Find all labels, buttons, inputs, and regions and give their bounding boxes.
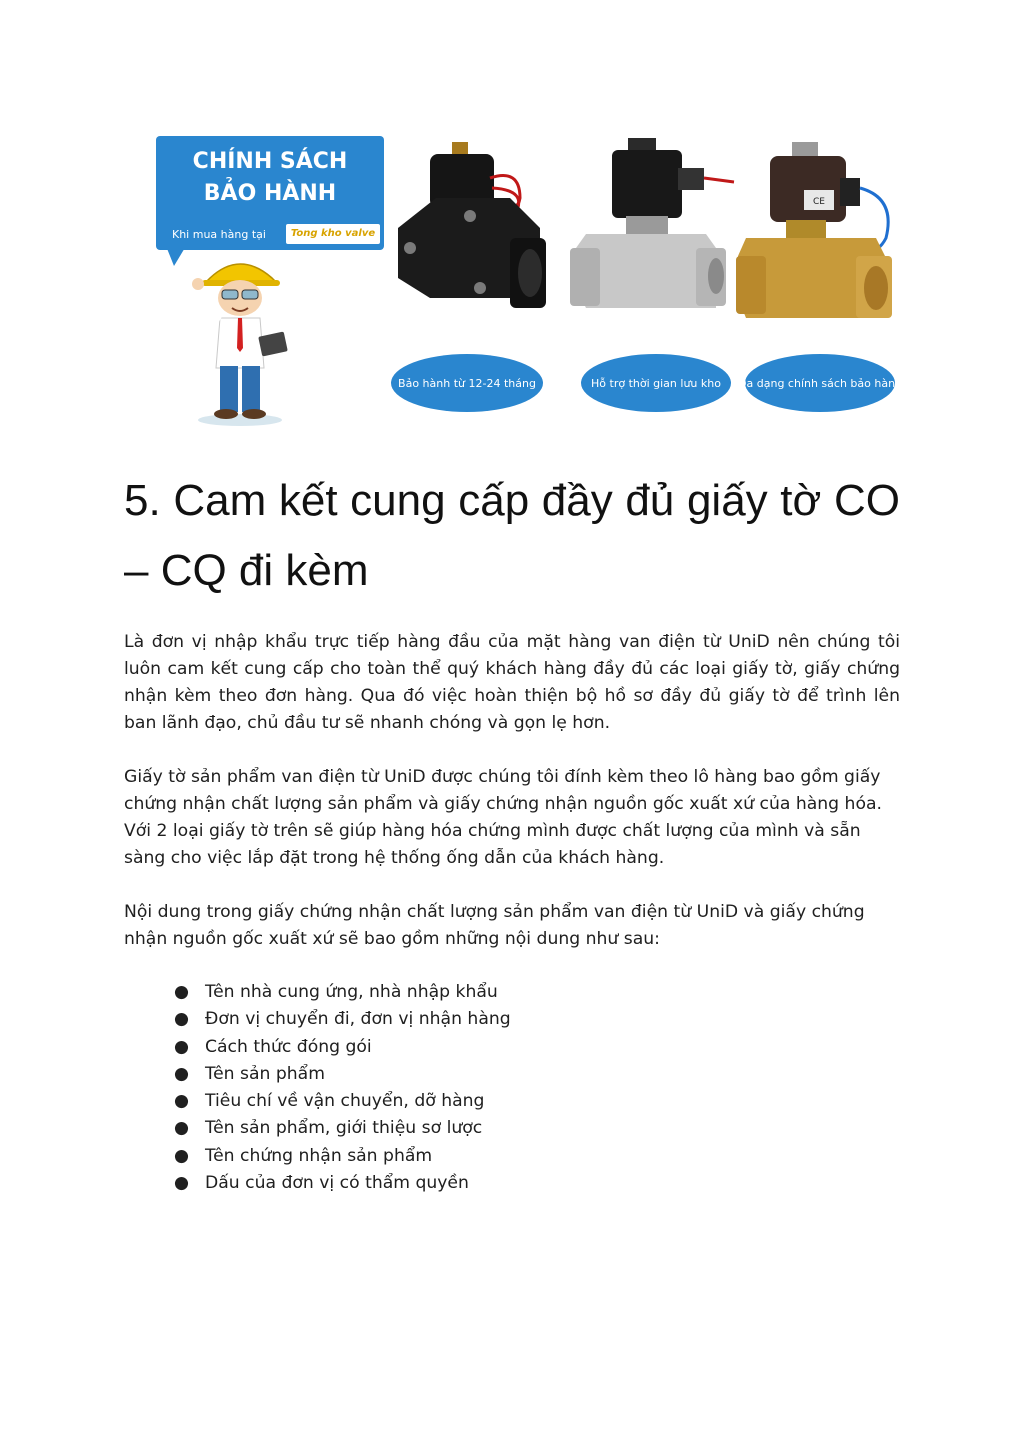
list-item-text: Tên nhà cung ứng, nhà nhập khẩu bbox=[205, 982, 498, 1002]
pill-warranty-duration: Bảo hành từ 12-24 tháng bbox=[391, 354, 543, 412]
list-item-text: Dấu của đơn vị có thẩm quyền bbox=[205, 1173, 469, 1194]
paragraph-1: Là đơn vị nhập khẩu trực tiếp hàng đầu của mặt hàng van điện từ UniD nên chúng tôi luôn cam kết cung cấp cho toàn thể quý khách hàng đầy đủ các loại giấy tờ, giấy chứng nhận kèm theo đơn hàng. Qua đó việc hoàn thiện bộ hồ sơ đầy đủ giấy tờ để trình lên ban lãnh đạo, chủ đầu tư sẽ nhanh chóng và gọn lẹ hơn. bbox=[124, 632, 900, 733]
list-item bbox=[124, 1088, 824, 1115]
list-item bbox=[124, 1170, 824, 1197]
list-item-text: Tên chứng nhận sản phẩm bbox=[205, 1145, 433, 1166]
list-item-text: Tên sản phẩm, giới thiệu sơ lược bbox=[205, 1118, 483, 1139]
brand-logo: Tong kho valve bbox=[286, 224, 380, 244]
section-heading: 5. Cam kết cung cấp đầy đủ giấy tờ CO – CQ đi kèm bbox=[124, 476, 900, 595]
bullet-dot: ● bbox=[174, 1063, 189, 1084]
list-item bbox=[124, 1034, 824, 1061]
list-item bbox=[124, 1143, 824, 1170]
list-item-text: Cách thức đóng gói bbox=[205, 1036, 372, 1057]
callout-title-line1: CHÍNH SÁCH bbox=[192, 149, 348, 174]
bullet-dot: ● bbox=[174, 1036, 189, 1057]
list-item-text: Đơn vị chuyển đi, đơn vị nhận hàng bbox=[205, 1009, 511, 1030]
callout-subtitle: Khi mua hàng tại bbox=[172, 228, 266, 241]
brass-solenoid-valve-image bbox=[736, 138, 901, 338]
ce-mark-label: CE bbox=[813, 197, 825, 207]
pill-warranty-policies: Đa dạng chính sách bảo hành bbox=[745, 354, 895, 412]
list-item-text: Tiêu chí về vận chuyển, dỡ hàng bbox=[205, 1091, 485, 1112]
bullet-dot: ● bbox=[174, 1009, 189, 1030]
engineer-mascot-illustration bbox=[180, 248, 300, 428]
bullet-dot: ● bbox=[174, 1145, 189, 1166]
list-item bbox=[124, 979, 824, 1006]
warranty-callout bbox=[156, 136, 384, 250]
stainless-solenoid-valve-image bbox=[566, 138, 736, 328]
list-item-text: Tên sản phẩm bbox=[205, 1063, 325, 1084]
bullet-dot: ● bbox=[174, 1173, 189, 1194]
bullet-dot: ● bbox=[174, 1091, 189, 1112]
callout-title-line2: BẢO HÀNH bbox=[203, 181, 337, 206]
list-item bbox=[124, 1115, 824, 1142]
list-item bbox=[124, 1006, 824, 1033]
certificate-contents-list bbox=[124, 979, 824, 1197]
bullet-dot: ● bbox=[174, 982, 189, 1002]
list-item bbox=[124, 1061, 824, 1088]
pill-storage-support: Hỗ trợ thời gian lưu kho bbox=[581, 354, 731, 412]
paragraph-3: Nội dung trong giấy chứng nhận chất lượng sản phẩm van điện từ UniD và giấy chứng nhận nguồn gốc xuất xứ sẽ bao gồm những nội dung như sau: bbox=[124, 902, 865, 949]
paragraph-2: Giấy tờ sản phẩm van điện từ UniD được chúng tôi đính kèm theo lô hàng bao gồm giấy chứng nhận chất lượng sản phẩm và giấy chứng nhận nguồn gốc xuất xứ của hàng hóa. Với 2 loại giấy tờ trên sẽ giúp hàng hóa chứng mình được chất lượng của mình và sẵn sàng cho việc lắp đặt trong hệ thống ống dẫn của khách hàng. bbox=[124, 767, 882, 868]
bullet-dot: ● bbox=[174, 1118, 189, 1139]
warranty-banner-image bbox=[150, 128, 905, 428]
black-solenoid-valve-image bbox=[390, 138, 550, 328]
